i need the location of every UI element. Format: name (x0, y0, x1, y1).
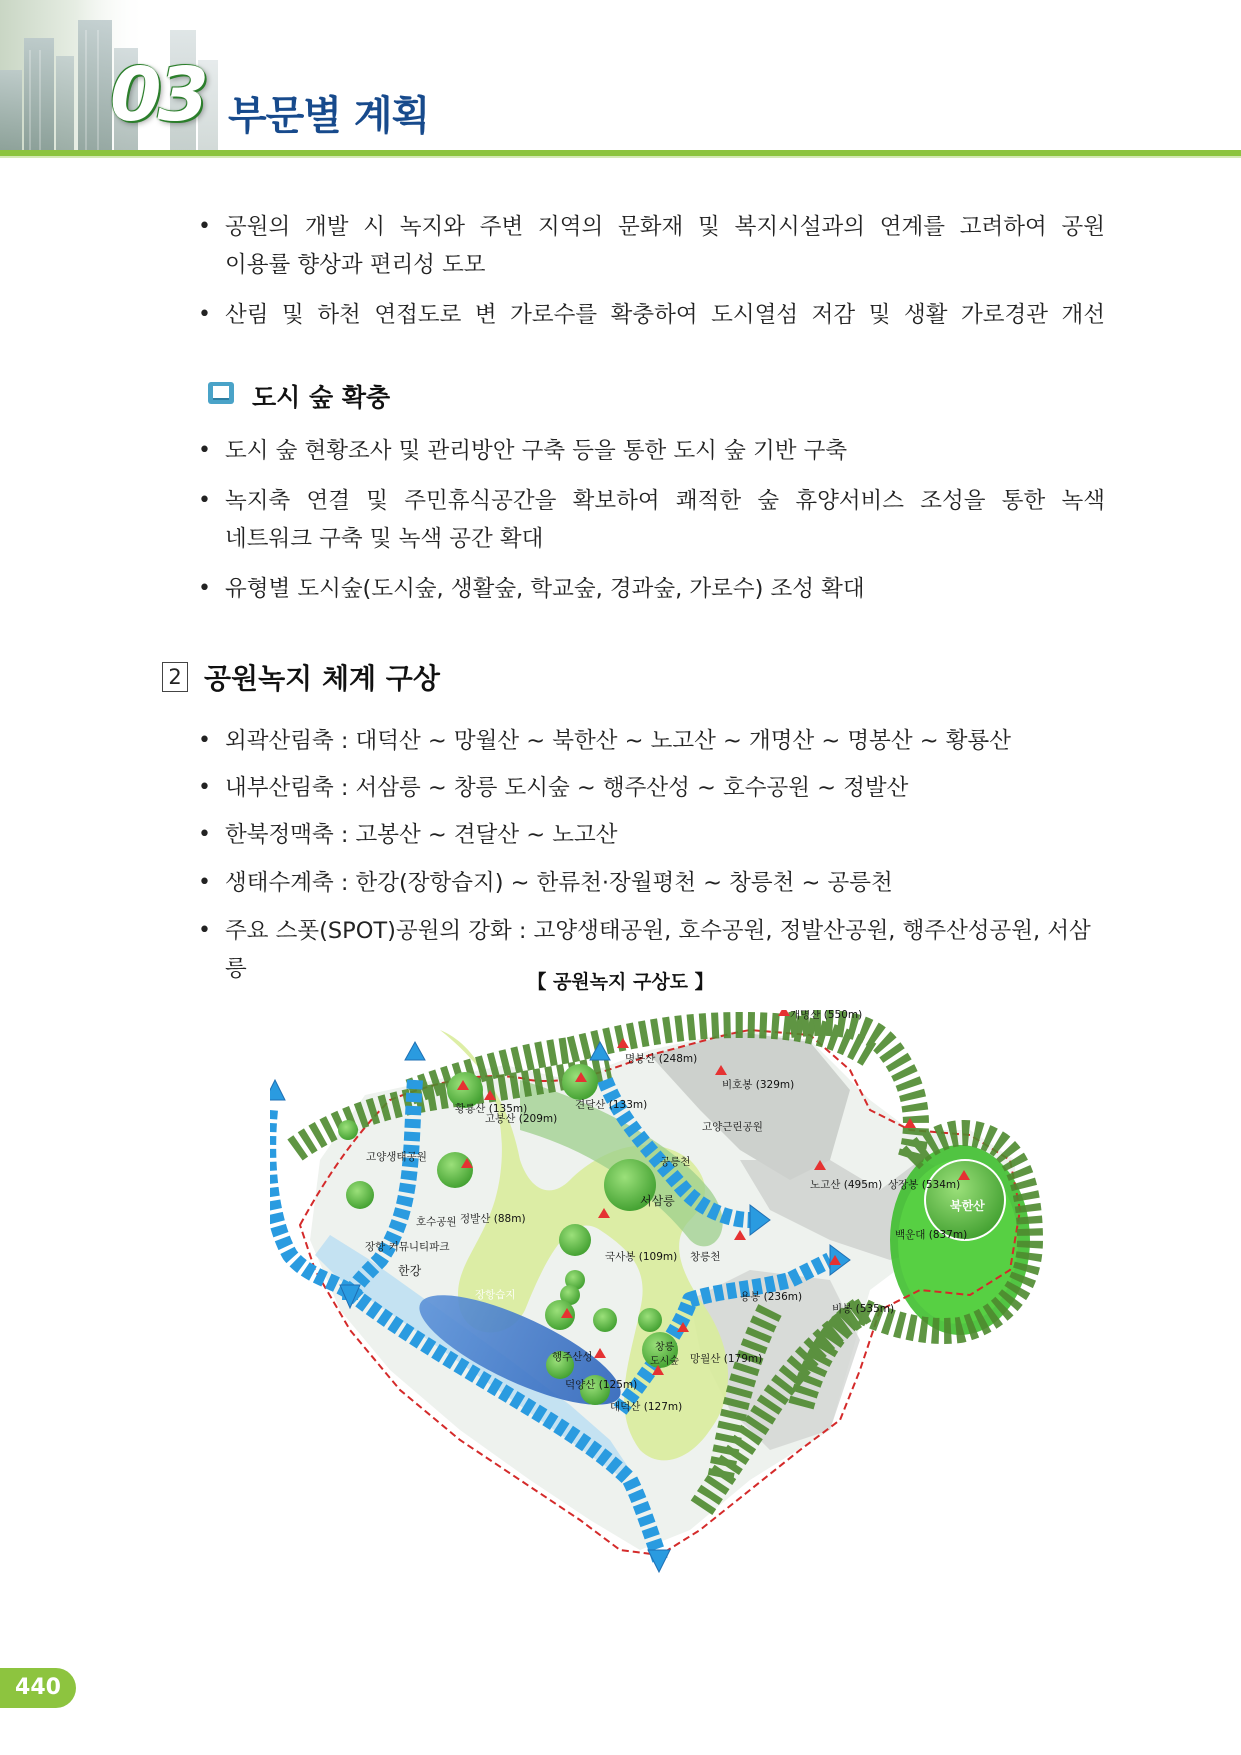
list-item: • 한북정맥축 : 고봉산 ~ 견달산 ~ 노고산 (225, 816, 1105, 854)
bullet-dot: • (198, 728, 211, 753)
subsection-title: 도시 숲 확충 (252, 383, 391, 412)
list-item: • 주요 스폿(SPOT)공원의 강화 : 고양생태공원, 호수공원, 정발산공원, 행주산성공원, 서삼릉 (225, 912, 1105, 988)
map-label: 망월산 (179m) (690, 1353, 763, 1365)
map-label: 개명산 (550m) (790, 1010, 863, 1021)
map-label: 창릉천 (690, 1251, 721, 1263)
map-label: 용봉 (236m) (740, 1291, 803, 1303)
list-item: • 유형별 도시숲(도시숲, 생활숲, 학교숲, 경과숲, 가로수) 조성 확대 (225, 570, 1105, 608)
list-item: • 공원의 개발 시 녹지와 주변 지역의 문화재 및 복지시설과의 연계를 고려하여 공원 이용률 향상과 편리성 도모 (225, 208, 1105, 284)
map-label: 견달산 (133m) (575, 1099, 648, 1111)
map-label: 한강 (398, 1264, 422, 1278)
park-green-system-map (270, 1010, 1070, 1590)
bullet-dot: • (198, 488, 211, 513)
map-label: 명봉산 (248m) (625, 1053, 698, 1065)
map-label: 정발산 (88m) (460, 1213, 526, 1225)
bullet-dot: • (198, 870, 211, 895)
map-label: 덕양산 (125m) (565, 1379, 638, 1391)
figure-caption: 【 공원녹지 구상도 】 (527, 971, 714, 993)
map-label: 고양근린공원 (702, 1121, 763, 1133)
bullet-dot: • (198, 576, 211, 601)
map-label: 창릉 (655, 1342, 675, 1353)
list-item: • 내부산림축 : 서삼릉 ~ 창릉 도시숲 ~ 행주산성 ~ 호수공원 ~ 정발산 (225, 769, 1105, 807)
map-label: 백운대 (837m) (895, 1229, 968, 1241)
chapter-header (0, 0, 1241, 160)
map-label: 서삼릉 (640, 1194, 675, 1208)
map-label: 국사봉 (109m) (605, 1251, 678, 1263)
list-item: • 녹지축 연결 및 주민휴식공간을 확보하여 쾌적한 숲 휴양서비스 조성을 통한 녹색 네트워크 구축 및 녹색 공간 확대 (225, 482, 1105, 558)
square-bullet-icon (208, 382, 234, 404)
map-label: 고봉산 (209m) (485, 1113, 558, 1125)
bullet-dot: • (198, 438, 211, 463)
bullet-dot: • (198, 775, 211, 800)
chapter-title: 부문별 계획 (228, 93, 430, 139)
bullet-dot: • (198, 214, 211, 239)
map-label: 노고산 (495m) (810, 1179, 883, 1191)
map-label: 비봉 (535m) (832, 1303, 895, 1315)
list-item: • 도시 숲 현황조사 및 관리방안 구축 등을 통한 도시 숲 기반 구축 (225, 432, 1105, 470)
map-label: 황룡산 (135m) (455, 1103, 528, 1115)
bullet-dot: • (198, 822, 211, 847)
section-title: 공원녹지 체계 구상 (204, 662, 440, 695)
map-label: 북한산 (950, 1199, 985, 1213)
map-label: 공릉천 (660, 1156, 691, 1168)
chapter-number: 03 (110, 52, 205, 138)
list-item: • 산림 및 하천 연접도로 변 가로수를 확충하여 도시열섬 저감 및 생활 가로경관 개선 (225, 296, 1105, 334)
map-label: 장항습지 (475, 1289, 516, 1301)
map-label: 도시숲 (650, 1356, 679, 1367)
page-number: 440 (0, 1668, 76, 1708)
map-label: 상장봉 (534m) (888, 1179, 961, 1191)
bullet-dot: • (198, 302, 211, 327)
map-label: 비호봉 (329m) (722, 1079, 795, 1091)
map-label: 호수공원 (416, 1216, 457, 1228)
map-label: 고양생태공원 (366, 1151, 427, 1163)
list-item: • 생태수계축 : 한강(장항습지) ~ 한류천·장월평천 ~ 창릉천 ~ 공릉천 (225, 864, 1105, 902)
section-number: 2 (162, 662, 188, 692)
bullet-dot: • (198, 918, 211, 943)
map-label: 장항 커뮤니티파크 (365, 1241, 450, 1253)
list-item: • 외곽산림축 : 대덕산 ~ 망월산 ~ 북한산 ~ 노고산 ~ 개명산 ~ 명봉산 ~ 황룡산 (225, 722, 1105, 760)
map-label: 행주산성 (552, 1351, 593, 1363)
map-label: 대덕산 (127m) (610, 1401, 683, 1413)
